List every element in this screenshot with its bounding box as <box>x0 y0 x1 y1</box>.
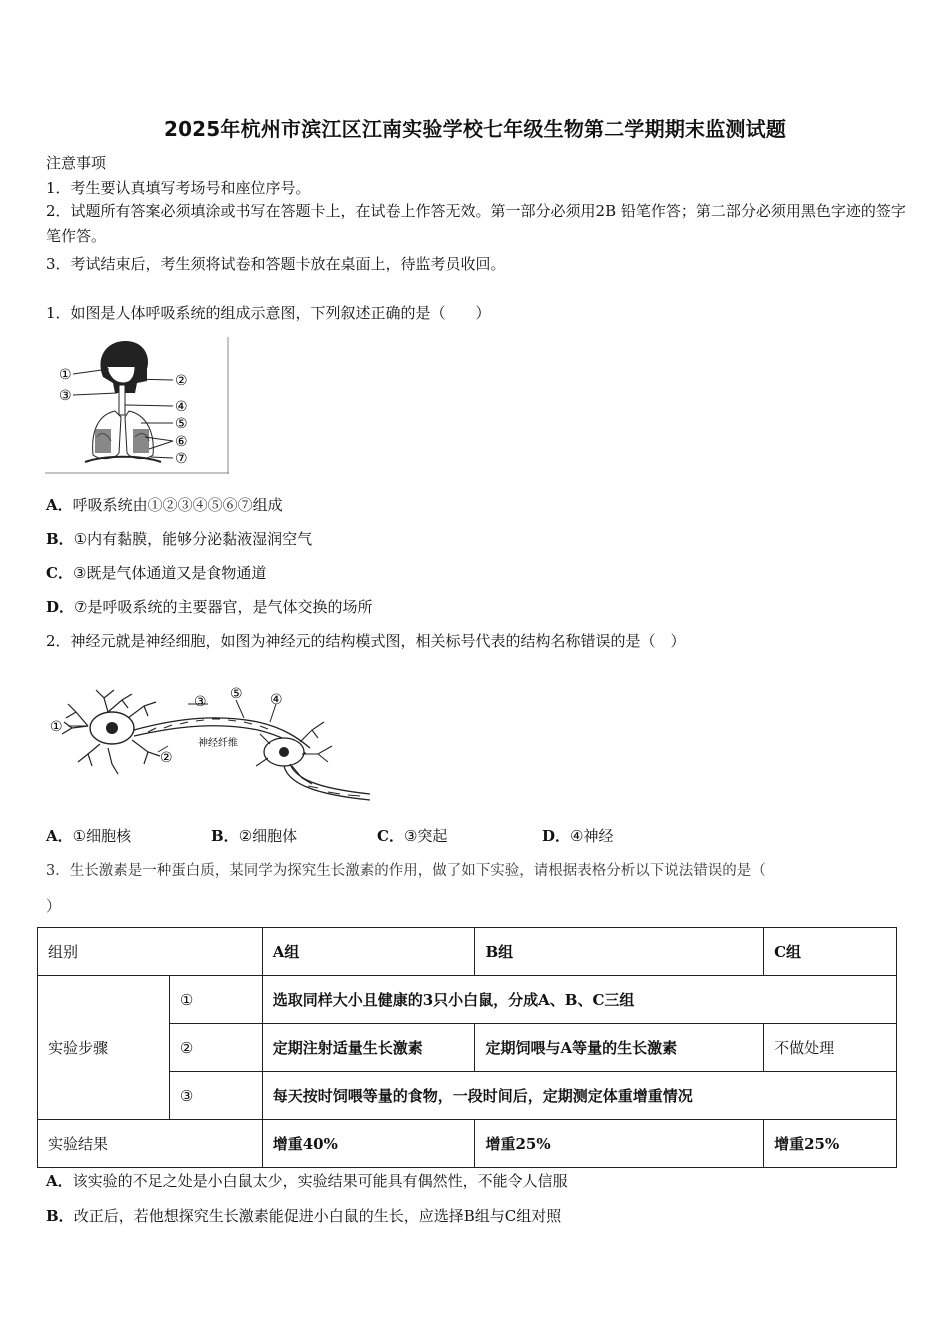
option-text: 呼吸系统由①②③④⑤⑥⑦组成 <box>72 496 283 514</box>
table-cell: 增重40% <box>262 1120 475 1168</box>
option-text: ②细胞体 <box>238 827 298 845</box>
label-5: ⑤ <box>175 416 188 432</box>
option-letter: B． <box>211 827 239 845</box>
table-cell: ③ <box>169 1072 262 1120</box>
table-cell: 实验结果 <box>38 1120 263 1168</box>
notice-item: 2．试题所有答案必须填涂或书写在答题卡上，在试卷上作答无效。第一部分必须用2B 铅笔作答；第二部分必须用黑色字迹的签字笔作答。 <box>46 202 906 245</box>
question-3-stem-end: ） <box>46 897 62 915</box>
label-4: ④ <box>175 399 188 415</box>
table-cell: 增重25% <box>764 1120 897 1168</box>
q1-option-b[interactable] <box>46 528 312 549</box>
neuron-figure <box>48 682 370 806</box>
q1-option-c[interactable] <box>46 562 266 583</box>
page-title: 2025年杭州市滨江区江南实验学校七年级生物第二学期期末监测试题 <box>163 117 787 141</box>
table-cell: 增重25% <box>475 1120 764 1168</box>
table-cell: B组 <box>475 928 764 976</box>
label-2: ② <box>160 750 173 766</box>
option-letter: C． <box>46 564 73 582</box>
q3-option-a[interactable] <box>46 1170 568 1191</box>
option-letter: D． <box>46 598 75 616</box>
table-cell: 组别 <box>38 928 263 976</box>
table-cell: C组 <box>764 928 897 976</box>
notice-item: 3．考试结束后，考生须将试卷和答题卡放在桌面上，待监考员收回。 <box>46 255 506 273</box>
q2-option-d[interactable] <box>542 825 613 846</box>
table-cell: A组 <box>262 928 475 976</box>
q2-option-a[interactable] <box>46 825 131 846</box>
table-cell: 定期注射适量生长激素 <box>262 1024 475 1072</box>
option-text: 该实验的不足之处是小白鼠太少，实验结果可能具有偶然性，不能令人信服 <box>72 1172 568 1190</box>
option-letter: D． <box>542 827 571 845</box>
label-1: ① <box>50 719 63 735</box>
option-text: ⑦是呼吸系统的主要器官，是气体交换的场所 <box>74 598 373 616</box>
respiratory-system-figure <box>45 337 231 475</box>
q2-option-c[interactable] <box>377 825 447 846</box>
option-letter: B． <box>46 530 74 548</box>
option-text: ③既是气体通道又是食物通道 <box>72 564 267 582</box>
option-text: ④神经 <box>570 827 614 845</box>
label-3: ③ <box>59 388 72 404</box>
table-row <box>38 1120 897 1168</box>
table-row <box>38 928 897 976</box>
q3-option-b[interactable] <box>46 1205 561 1226</box>
option-letter: A． <box>46 1172 73 1190</box>
table-cell: ② <box>169 1024 262 1072</box>
question-1-stem: 1．如图是人体呼吸系统的组成示意图，下列叙述正确的是（ ） <box>46 304 491 322</box>
question-3-stem: 3．生长激素是一种蛋白质，某同学为探究生长激素的作用，做了如下实验，请根据表格分析以下说法错误的是（ <box>46 863 766 879</box>
table-cell: 实验步骤 <box>38 976 170 1120</box>
label-5: ⑤ <box>230 686 243 702</box>
label-3: ③ <box>194 694 207 710</box>
notice-item: 1．考生要认真填写考场号和座位序号。 <box>46 179 311 197</box>
table-row <box>38 976 897 1024</box>
label-7: ⑦ <box>175 451 188 467</box>
table-cell: 每天按时饲喂等量的食物，一段时间后，定期测定体重增重情况 <box>262 1072 896 1120</box>
table-cell: 选取同样大小且健康的3只小白鼠，分成A、B、C三组 <box>262 976 896 1024</box>
option-letter: A． <box>46 827 73 845</box>
table-cell: 不做处理 <box>764 1024 897 1072</box>
option-letter: A． <box>46 496 73 514</box>
q1-option-a[interactable] <box>46 494 283 515</box>
option-letter: C． <box>377 827 404 845</box>
q1-option-d[interactable] <box>46 596 372 617</box>
option-letter: B． <box>46 1207 74 1225</box>
label-1: ① <box>59 367 72 383</box>
label-4: ④ <box>270 692 283 708</box>
notice-heading: 注意事项 <box>46 154 107 172</box>
experiment-table <box>37 927 897 1168</box>
nerve-fiber-text: 神经纤维 <box>198 738 238 749</box>
label-6: ⑥ <box>175 434 188 450</box>
table-cell: 定期饲喂与A等量的生长激素 <box>475 1024 764 1072</box>
option-text: ①细胞核 <box>72 827 132 845</box>
question-2-stem: 2．神经元就是神经细胞，如图为神经元的结构模式图，相关标号代表的结构名称错误的是（ ） <box>46 632 686 650</box>
option-text: ①内有黏膜，能够分泌黏液湿润空气 <box>73 530 313 548</box>
q2-option-b[interactable] <box>211 825 297 846</box>
table-cell: ① <box>169 976 262 1024</box>
option-text: ③突起 <box>403 827 448 845</box>
option-text: 改正后，若他想探究生长激素能促进小白鼠的生长，应选择B组与C组对照 <box>73 1207 562 1225</box>
label-2: ② <box>175 373 188 389</box>
